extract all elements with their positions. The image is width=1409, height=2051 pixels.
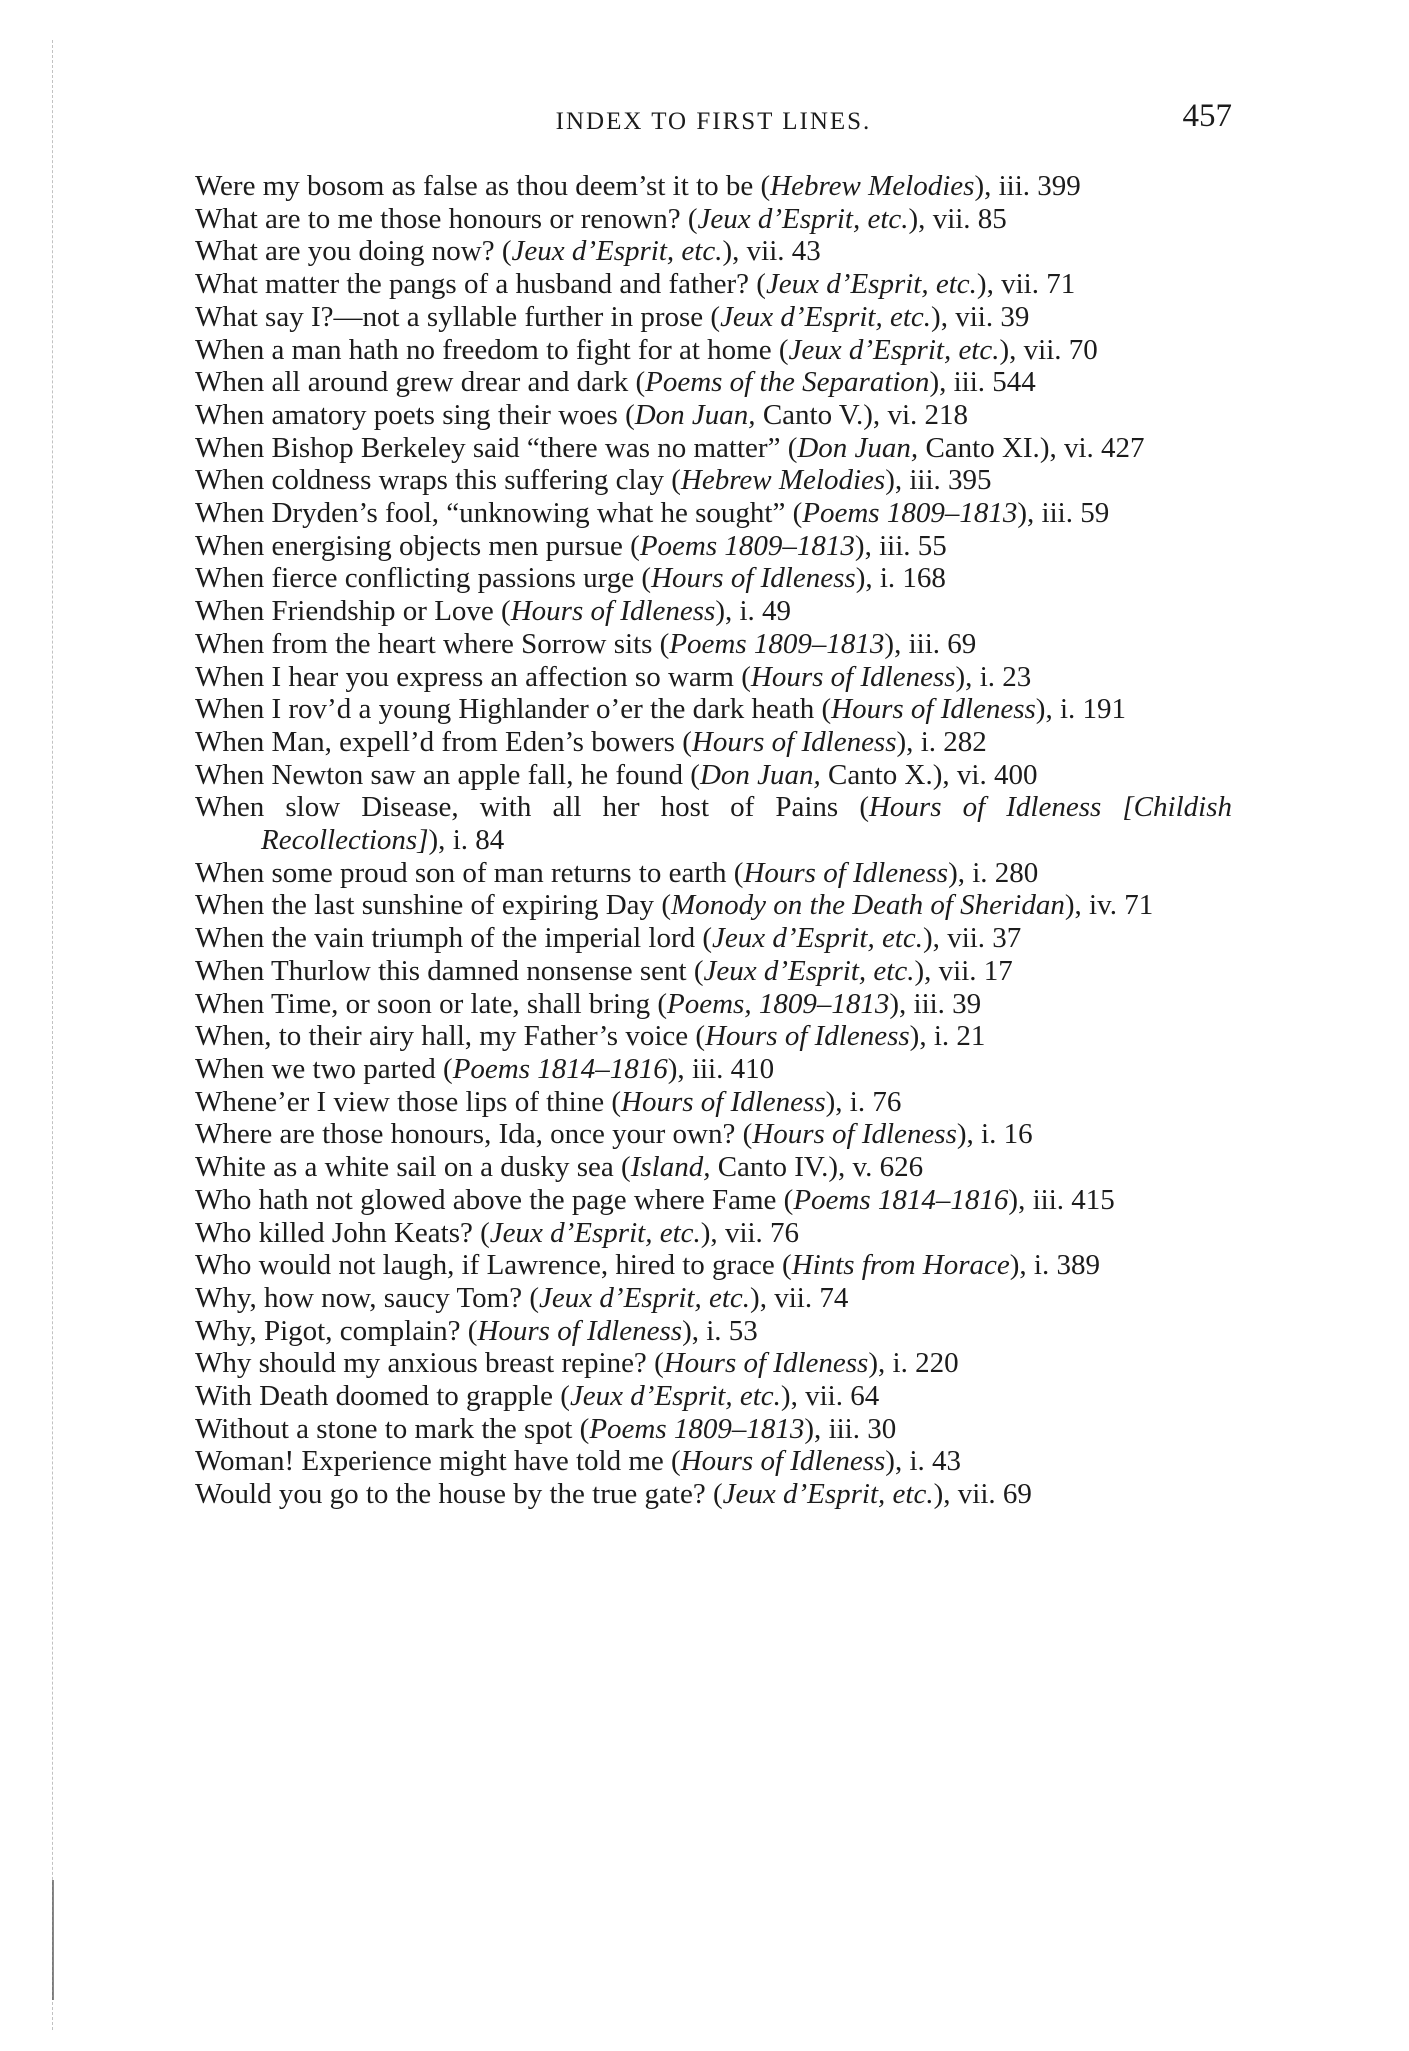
volume-page-reference: i. 21	[933, 1020, 986, 1053]
volume-page-reference: vii. 43	[746, 235, 821, 268]
index-entry: When Time, or soon or late, shall bring (Poems, 1809–1813), iii. 39	[195, 987, 982, 1020]
index-entry: When I hear you express an affection so warm (Hours of Idleness), i. 23	[195, 660, 1032, 693]
index-entry: When Dryden’s fool, “unknowing what he sought” (Poems 1809–1813), iii. 59	[195, 497, 1110, 530]
index-entry: When all around grew drear and dark (Poems of the Separation), iii. 544	[195, 366, 1036, 399]
volume-page-reference: i. 282	[920, 725, 987, 758]
source-title: Hours of Idleness [Childish Recollections]	[261, 791, 1232, 857]
first-line-text: When I hear you express an affection so warm	[195, 660, 734, 693]
source-title: Jeux d’Esprit, etc.	[697, 202, 909, 235]
source-title: Hebrew Melodies	[770, 170, 975, 202]
volume-page-reference: iii. 59	[1041, 497, 1110, 530]
source-title: Monody on the Death of Sheridan	[670, 889, 1065, 922]
volume-page-reference: vii. 85	[932, 202, 1007, 235]
volume-page-reference: iii. 399	[998, 170, 1081, 202]
source-title: Jeux d’Esprit, etc.	[569, 1380, 781, 1413]
first-line-text: What matter the pangs of a husband and father?	[195, 268, 750, 301]
first-line-text: Who hath not glowed above the page where Fame	[195, 1183, 777, 1216]
first-line-text: What say I?—not a syllable further in prose	[195, 300, 704, 333]
first-line-text: Without a stone to mark the spot	[195, 1412, 573, 1445]
volume-page-reference: i. 84	[452, 824, 505, 857]
first-line-text: When from the heart where Sorrow sits	[195, 627, 653, 660]
source-title: Jeux d’Esprit, etc.	[722, 1478, 934, 1511]
first-line-text: When, to their airy hall, my Father’s voice	[195, 1020, 689, 1053]
first-line-text: What are you doing now?	[195, 235, 495, 268]
source-title: Don Juan,	[634, 398, 756, 431]
source-title: Hours of Idleness	[510, 595, 716, 628]
index-entry: White as a white sail on a dusky sea (Island, Canto IV.), v. 626	[195, 1151, 924, 1184]
canto-reference: Canto IV.	[710, 1151, 829, 1184]
first-line-text: Where are those honours, Ida, once your own?	[195, 1118, 736, 1151]
volume-page-reference: iii. 55	[879, 529, 947, 562]
first-line-text: When Man, expell’d from Eden’s bowers	[195, 725, 675, 758]
index-entry: Who killed John Keats? (Jeux d’Esprit, etc.), vii. 76	[195, 1216, 800, 1249]
volume-page-reference: vii. 64	[805, 1380, 880, 1413]
index-entry: What say I?—not a syllable further in prose (Jeux d’Esprit, etc.), vii. 39	[195, 300, 1030, 333]
source-title: Jeux d’Esprit, etc.	[712, 922, 924, 955]
index-entry: Would you go to the house by the true gate? (Jeux d’Esprit, etc.), vii. 69	[195, 1478, 1032, 1511]
index-entry: When from the heart where Sorrow sits (Poems 1809–1813), iii. 69	[195, 627, 977, 660]
first-line-text: When slow Disease, with all her host of Pains	[195, 791, 839, 824]
volume-page-reference: iii. 544	[953, 366, 1036, 399]
first-line-text: When a man hath no freedom to fight for at home	[195, 333, 772, 366]
running-title: INDEX TO FIRST LINES.	[555, 108, 872, 135]
source-title: Hints from Horace	[791, 1249, 1010, 1282]
first-line-text: When Friendship or Love	[195, 595, 494, 628]
volume-page-reference: i. 49	[739, 595, 792, 628]
source-title: Jeux d’Esprit, etc.	[539, 1281, 751, 1314]
source-title: Jeux d’Esprit, etc.	[720, 300, 932, 333]
first-lines-index	[195, 170, 1232, 1511]
first-line-text: Why, how now, saucy Tom?	[195, 1281, 523, 1314]
first-line-text: When coldness wraps this suffering clay	[195, 464, 664, 497]
first-line-text: With Death doomed to grapple	[195, 1380, 554, 1413]
index-entry: When Thurlow this damned nonsense sent (Jeux d’Esprit, etc.), vii. 17	[195, 954, 1013, 987]
volume-page-reference: iii. 415	[1032, 1183, 1115, 1216]
index-entry: When I rov’d a young Highlander o’er the dark heath (Hours of Idleness), i. 191	[195, 693, 1127, 726]
source-title: Hours of Idleness	[831, 693, 1036, 726]
index-entry: When energising objects men pursue (Poems 1809–1813), iii. 55	[195, 529, 947, 562]
volume-page-reference: i. 76	[849, 1085, 902, 1118]
source-title: Hours of Idleness	[621, 1085, 826, 1118]
volume-page-reference: iii. 395	[909, 464, 992, 497]
volume-page-reference: i. 168	[879, 562, 946, 595]
source-title: Poems 1809–1813	[639, 529, 855, 562]
first-line-text: When the vain triumph of the imperial lord	[195, 922, 696, 955]
source-title: Hours of Idleness	[743, 856, 949, 889]
volume-page-reference: i. 43	[909, 1445, 962, 1478]
source-title: Hours of Idleness	[663, 1347, 869, 1380]
volume-page-reference: iii. 410	[691, 1052, 775, 1085]
volume-page-reference: v. 626	[852, 1151, 924, 1184]
source-title: Don Juan,	[699, 758, 821, 791]
source-title: Island,	[630, 1151, 711, 1184]
index-entry: When, to their airy hall, my Father’s voice (Hours of Idleness), i. 21	[195, 1020, 986, 1053]
index-entry: When coldness wraps this suffering clay (Hebrew Melodies), iii. 395	[195, 464, 992, 497]
volume-page-reference: vii. 71	[1001, 268, 1076, 301]
index-entry: When some proud son of man returns to earth (Hours of Idleness), i. 280	[195, 856, 1039, 889]
source-title: Hebrew Melodies	[680, 464, 886, 497]
volume-page-reference: vii. 17	[938, 954, 1013, 987]
volume-page-reference: iii. 30	[828, 1412, 897, 1445]
source-title: Poems, 1809–1813	[667, 987, 890, 1020]
source-title: Jeux d’Esprit, etc.	[703, 954, 915, 987]
index-entry: When amatory poets sing their woes (Don Juan, Canto V.), vi. 218	[195, 398, 968, 431]
volume-page-reference: vi. 218	[887, 398, 968, 431]
volume-page-reference: i. 16	[981, 1118, 1033, 1151]
index-entry: When a man hath no freedom to fight for at home (Jeux d’Esprit, etc.), vii. 70	[195, 333, 1098, 366]
source-title: Hours of Idleness	[750, 660, 956, 693]
source-title: Hours of Idleness	[477, 1314, 683, 1347]
source-title: Hours of Idleness	[691, 725, 897, 758]
volume-page-reference: i. 220	[892, 1347, 959, 1380]
first-line-text: When Bishop Berkeley said “there was no matter”	[195, 431, 781, 464]
first-line-text: White as a white sail on a dusky sea	[195, 1151, 614, 1184]
first-line-text: When fierce conflicting passions urge	[195, 562, 635, 595]
first-line-text: When Newton saw an apple fall, he found	[195, 758, 684, 791]
index-entry: What are you doing now? (Jeux d’Esprit, etc.), vii. 43	[195, 235, 821, 268]
volume-page-reference: i. 280	[972, 856, 1039, 889]
source-title: Poems 1814–1816	[452, 1052, 668, 1085]
index-entry: Who hath not glowed above the page where Fame (Poems 1814–1816), iii. 415	[195, 1183, 1115, 1216]
page-edge-mark	[52, 1880, 54, 2000]
first-line-text: Who killed John Keats?	[195, 1216, 473, 1249]
index-entry: Whene’er I view those lips of thine (Hours of Idleness), i. 76	[195, 1085, 902, 1118]
volume-page-reference: iv. 71	[1089, 889, 1154, 922]
volume-page-reference: vii. 70	[1023, 333, 1098, 366]
source-title: Hours of Idleness	[651, 562, 856, 595]
index-entry: Why, how now, saucy Tom? (Jeux d’Esprit, etc.), vii. 74	[195, 1281, 849, 1314]
source-title: Poems 1809–1813	[669, 627, 885, 660]
index-entry: Why, Pigot, complain? (Hours of Idleness), i. 53	[195, 1314, 758, 1347]
first-line-text: When all around grew drear and dark	[195, 366, 629, 399]
volume-page-reference: vi. 400	[956, 758, 1038, 791]
volume-page-reference: vii. 37	[947, 922, 1022, 955]
index-entry: When Friendship or Love (Hours of Idleness), i. 49	[195, 595, 792, 628]
volume-page-reference: i. 389	[1033, 1249, 1100, 1282]
first-line-text: When Time, or soon or late, shall bring	[195, 987, 651, 1020]
first-line-text: What are to me those honours or renown?	[195, 202, 681, 235]
first-line-text: When energising objects men pursue	[195, 529, 623, 562]
first-line-text: When Dryden’s fool, “unknowing what he sought”	[195, 497, 786, 530]
volume-page-reference: vii. 69	[957, 1478, 1032, 1511]
first-line-text: When I rov’d a young Highlander o’er the dark heath	[195, 693, 815, 726]
first-line-text: Who would not laugh, if Lawrence, hired to grace	[195, 1249, 775, 1282]
first-line-text: Why, Pigot, complain?	[195, 1314, 461, 1347]
index-entry: When slow Disease, with all her host of Pains (Hours of Idleness [Childish Recollections]), i. 84	[195, 791, 1232, 857]
index-entry: When we two parted (Poems 1814–1816), iii. 410	[195, 1052, 775, 1085]
index-entry: When fierce conflicting passions urge (Hours of Idleness), i. 168	[195, 562, 946, 595]
first-line-text: Why should my anxious breast repine?	[195, 1347, 647, 1380]
index-entry: With Death doomed to grapple (Jeux d’Esprit, etc.), vii. 64	[195, 1380, 880, 1413]
source-title: Jeux d’Esprit, etc.	[511, 235, 723, 268]
first-line-text: When the last sunshine of expiring Day	[195, 889, 655, 922]
source-title: Hours of Idleness	[752, 1118, 957, 1151]
index-entry: Where are those honours, Ida, once your own? (Hours of Idleness), i. 16	[195, 1118, 1033, 1151]
index-entry: When the last sunshine of expiring Day (Monody on the Death of Sheridan), iv. 71	[195, 889, 1154, 922]
volume-page-reference: vii. 76	[724, 1216, 800, 1249]
index-entry: What are to me those honours or renown? (Jeux d’Esprit, etc.), vii. 85	[195, 202, 1007, 235]
canto-reference: Canto V.	[755, 398, 864, 431]
source-title: Hours of Idleness	[680, 1445, 886, 1478]
volume-page-reference: iii. 69	[908, 627, 977, 660]
index-entry: What matter the pangs of a husband and father? (Jeux d’Esprit, etc.), vii. 71	[195, 268, 1076, 301]
source-title: Jeux d’Esprit, etc.	[765, 268, 977, 301]
volume-page-reference: iii. 39	[913, 987, 982, 1020]
page-edge-shadow	[52, 40, 53, 2030]
source-title: Poems of the Separation	[645, 366, 930, 399]
volume-page-reference: vii. 39	[955, 300, 1030, 333]
source-title: Poems 1814–1816	[793, 1183, 1009, 1216]
first-line-text: Woman! Experience might have told me	[195, 1445, 664, 1478]
index-entry: Were my bosom as false as thou deem’st it to be (Hebrew Melodies), iii. 399	[195, 170, 1081, 202]
volume-page-reference: i. 23	[979, 660, 1032, 693]
index-entry: Who would not laugh, if Lawrence, hired to grace (Hints from Horace), i. 389	[195, 1249, 1100, 1282]
first-line-text: When Thurlow this damned nonsense sent	[195, 954, 687, 987]
first-line-text: When some proud son of man returns to earth	[195, 856, 727, 889]
index-entry: When Man, expell’d from Eden’s bowers (Hours of Idleness), i. 282	[195, 725, 987, 758]
index-entry: When Bishop Berkeley said “there was no matter” (Don Juan, Canto XI.), vi. 427	[195, 431, 1145, 464]
volume-page-reference: i. 53	[706, 1314, 758, 1347]
index-entry: When the vain triumph of the imperial lord (Jeux d’Esprit, etc.), vii. 37	[195, 922, 1022, 955]
first-line-text: When we two parted	[195, 1052, 436, 1085]
source-title: Jeux d’Esprit, etc.	[788, 333, 1000, 366]
volume-page-reference: vii. 74	[774, 1281, 849, 1314]
first-line-text: Whene’er I view those lips of thine	[195, 1085, 605, 1118]
first-line-text: Were my bosom as false as thou deem’st it to be	[195, 170, 754, 202]
source-title: Poems 1809–1813	[802, 497, 1018, 530]
source-title: Jeux d’Esprit, etc.	[489, 1216, 701, 1249]
index-entry: Without a stone to mark the spot (Poems 1809–1813), iii. 30	[195, 1412, 897, 1445]
volume-page-reference: i. 191	[1059, 693, 1127, 726]
canto-reference: Canto X.	[820, 758, 933, 791]
index-entry: Woman! Experience might have told me (Hours of Idleness), i. 43	[195, 1445, 962, 1478]
source-title: Don Juan,	[797, 431, 919, 464]
source-title: Poems 1809–1813	[589, 1412, 805, 1445]
source-title: Hours of Idleness	[705, 1020, 910, 1053]
first-line-text: Would you go to the house by the true gate?	[195, 1478, 706, 1511]
canto-reference: Canto XI.	[918, 431, 1040, 464]
index-entry: Why should my anxious breast repine? (Hours of Idleness), i. 220	[195, 1347, 959, 1380]
page-number: 457	[1182, 98, 1232, 134]
volume-page-reference: vi. 427	[1063, 431, 1145, 464]
first-line-text: When amatory poets sing their woes	[195, 398, 618, 431]
index-entry: When Newton saw an apple fall, he found (Don Juan, Canto X.), vi. 400	[195, 758, 1038, 791]
page-header	[195, 98, 1232, 148]
